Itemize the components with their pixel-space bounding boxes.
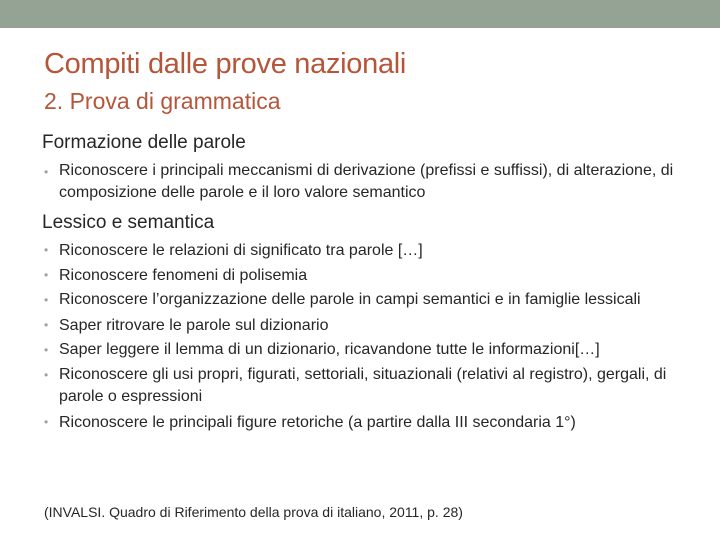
list-item-text: Riconoscere le relazioni di significato tra parole […] — [59, 242, 423, 259]
source-citation: (INVALSI. Quadro di Riferimento della prova di italiano, 2011, p. 28) — [44, 504, 463, 520]
list-item — [42, 288, 692, 313]
slide-subtitle: 2. Prova di grammatica — [44, 88, 281, 114]
bullet-icon: • — [44, 415, 49, 429]
list-item — [42, 263, 692, 288]
list-item — [42, 238, 692, 263]
list-item — [42, 160, 692, 204]
slide-content — [42, 130, 692, 435]
bullet-icon: • — [44, 318, 49, 332]
list-item-text: Riconoscere gli usi propri, figurati, settoriali, situazionali (relativi al registro), gergali, di parole o espressioni — [59, 366, 667, 405]
list-item — [42, 338, 692, 363]
section-heading: Formazione delle parole — [42, 132, 246, 153]
bullet-list — [42, 160, 692, 204]
list-item — [42, 410, 692, 435]
bullet-icon: • — [44, 293, 49, 307]
list-item-text: Riconoscere l’organizzazione delle parole in campi semantici e in famiglie lessicali — [59, 291, 641, 308]
list-item-text: Saper leggere il lemma di un dizionario, ricavandone tutte le informazioni[…] — [59, 341, 600, 358]
list-item — [42, 313, 692, 338]
section-formazione — [42, 130, 692, 204]
list-item-text: Riconoscere fenomeni di polisemia — [59, 267, 308, 284]
list-item-text: Riconoscere i principali meccanismi di derivazione (prefissi e suffissi), di alterazione, di composizione delle parole e il loro valore semantico — [59, 162, 674, 201]
bullet-icon: • — [44, 343, 49, 357]
bullet-icon: • — [44, 268, 49, 282]
list-item-text: Riconoscere le principali figure retoriche (a partire dalla III secondaria 1°) — [59, 414, 576, 431]
bullet-list — [42, 238, 692, 435]
bullet-icon: • — [44, 368, 49, 382]
bullet-icon: • — [44, 243, 49, 257]
list-item — [42, 363, 692, 410]
list-item-text: Saper ritrovare le parole sul dizionario — [59, 317, 329, 334]
top-decorative-bar — [0, 0, 720, 28]
section-heading: Lessico e semantica — [42, 212, 215, 233]
bullet-icon: • — [44, 165, 49, 179]
section-lessico — [42, 210, 692, 435]
slide-title: Compiti dalle prove nazionali — [44, 48, 407, 80]
